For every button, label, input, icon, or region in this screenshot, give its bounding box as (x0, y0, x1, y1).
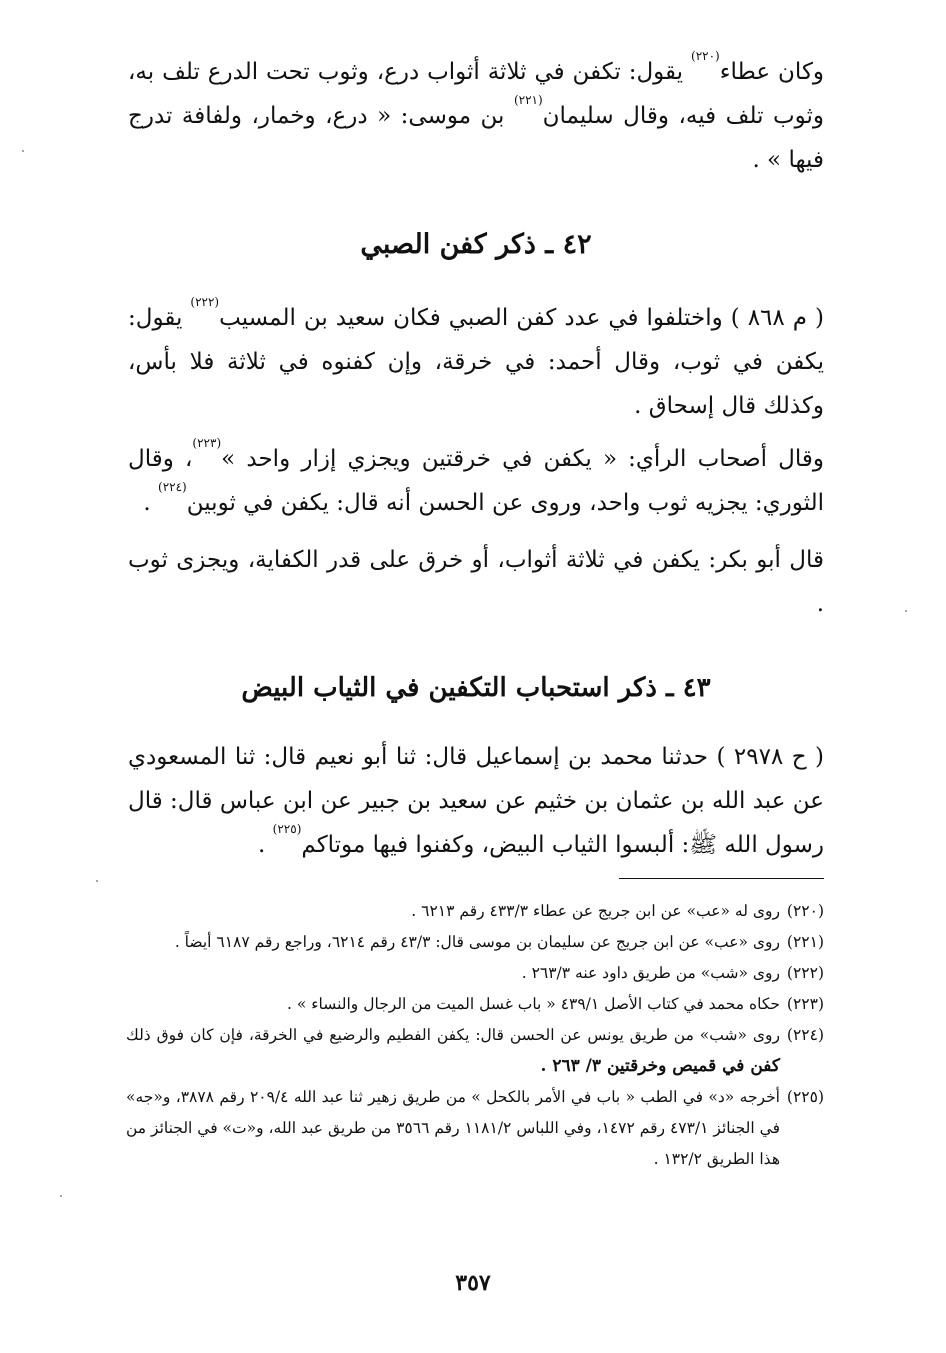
paragraph-child-shroud (128, 296, 824, 428)
footnote-text: روى «شب» من طريق داود عنه ٢٦٣/٣ . (521, 964, 780, 982)
paragraph-text: . (143, 490, 158, 516)
footnote-text: حكاه محمد في كتاب الأصل ٤٣٩/١ « باب غسل الميت من الرجال والنساء » . (286, 995, 780, 1013)
footnote-number: (٢٢٠) (786, 902, 824, 920)
paragraph-text: . (258, 832, 273, 858)
paragraph-ashab-al-ray (128, 437, 824, 525)
footnote-223 (126, 989, 824, 1020)
footnote-text: أخرجه «د» في الطب « باب في الأمر بالكحل » من طريق زهير ثنا عبد الله ٢٠٩/٤ رقم ٣٨٧٨، و«جه» في الجنائز ٤٧٣/١ رقم ١٤٧٢، وفي اللباس ١١٨١/٢ رقم ٣٥٦٦ من طريق عبد الله، و«ت» في الجنائز من هذا الطريق ١٣٢/٢ . (126, 1088, 780, 1168)
scan-speck (905, 610, 907, 612)
footnote-ref-221[interactable]: (٢٢١) (513, 93, 543, 107)
footnote-ref-223[interactable]: (٢٢٣) (192, 436, 222, 450)
footnote-ref-224[interactable]: (٢٢٤) (158, 480, 187, 494)
footnote-220 (126, 896, 824, 927)
footnote-separator (619, 878, 824, 879)
footnote-225 (126, 1082, 824, 1175)
paragraph-hadith-2978 (128, 735, 824, 867)
footnote-ref-220[interactable]: (٢٢٠) (691, 49, 720, 63)
footnote-224 (126, 1020, 824, 1082)
footnote-text (126, 1020, 780, 1082)
paragraph-ata (128, 50, 824, 182)
footnote-number: (٢٢٤) (786, 1026, 824, 1044)
footnote-222 (126, 958, 824, 989)
paragraph-text: ، وقال الثوري: يجزيه ثوب واحد، وروى عن الحسن أنه قال: يكفن في ثوبين (128, 446, 824, 516)
paragraph-text: بن موسى: « درع، وخمار، ولفافة تدرج فيها » . (128, 103, 824, 173)
footnote-number: (٢٢٢) (786, 964, 824, 982)
footnote-text: روى له «عب» عن ابن جريج عن عطاء ٤٣٣/٣ رقم ٦٢١٣ . (411, 902, 780, 920)
page-number: ٣٥٧ (455, 1270, 491, 1296)
paragraph-text: وكان عطاء (719, 59, 824, 85)
footnote-number: (٢٢٣) (786, 995, 824, 1013)
paragraph-text: وقال أصحاب الرأي: « يكفن في خرقتين ويجزي إزار واحد » (221, 446, 824, 472)
section-heading-42: ٤٢ ـ ذكر كفن الصبي (360, 229, 592, 260)
scan-speck (96, 880, 98, 882)
footnote-text-regular: روى «شب» من طريق يونس عن الحسن قال: يكفن الفطيم والرضيع في الخرقة، فإن كان فوق ذلك (126, 1026, 780, 1044)
paragraph-text: يقول: يكفن في ثوب، وقال أحمد: في خرقة، وإن كفنوه في ثلاثة فلا بأس، وكذلك قال إسحاق . (128, 305, 824, 419)
footnote-221 (126, 927, 824, 958)
paragraph-text: يقول: تكفن في ثلاثة أثواب درع، وثوب تحت الدرع تلف به، وثوب تلف فيه، وقال سليمان (128, 59, 824, 129)
footnote-number: (٢٢٥) (786, 1088, 824, 1106)
section-heading-43: ٤٣ ـ ذكر استحباب التكفين في الثياب البيض (241, 673, 711, 703)
scan-speck (22, 150, 24, 152)
paragraph-text: ( ح ٢٩٧٨ ) حدثنا محمد بن إسماعيل قال: ثنا أبو نعيم قال: ثنا المسعودي عن عبد الله بن عثمان بن خثيم عن سعيد بن جبير عن ابن عباس قال: قال رسول الله ﷺ: ألبسوا الثياب البيض، وكفنوا فيها موتاكم (128, 744, 824, 858)
footnote-ref-222[interactable]: (٢٢٢) (190, 295, 220, 309)
paragraph-abu-bakr: قال أبو بكر: يكفن في ثلاثة أثواب، أو خرق على قدر الكفاية، ويجزى ثوب . (128, 547, 824, 617)
footnote-text-bold: كفن في قميص وخرقتين ٣/ ٢٦٣ . (540, 1056, 780, 1076)
footnote-ref-225[interactable]: (٢٢٥) (272, 822, 302, 836)
footnote-number: (٢٢١) (786, 933, 824, 951)
paragraph-text: ( م ٨٦٨ ) واختلفوا في عدد كفن الصبي فكان سعيد بن المسيب (219, 305, 824, 331)
footnotes (126, 896, 824, 1175)
scan-speck (60, 1195, 62, 1197)
footnote-text: روى «عب» عن ابن جريج عن سليمان بن موسى قال: ٤٣/٣ رقم ٦٢١٤، وراجع رقم ٦١٨٧ أيضاً . (174, 933, 780, 951)
